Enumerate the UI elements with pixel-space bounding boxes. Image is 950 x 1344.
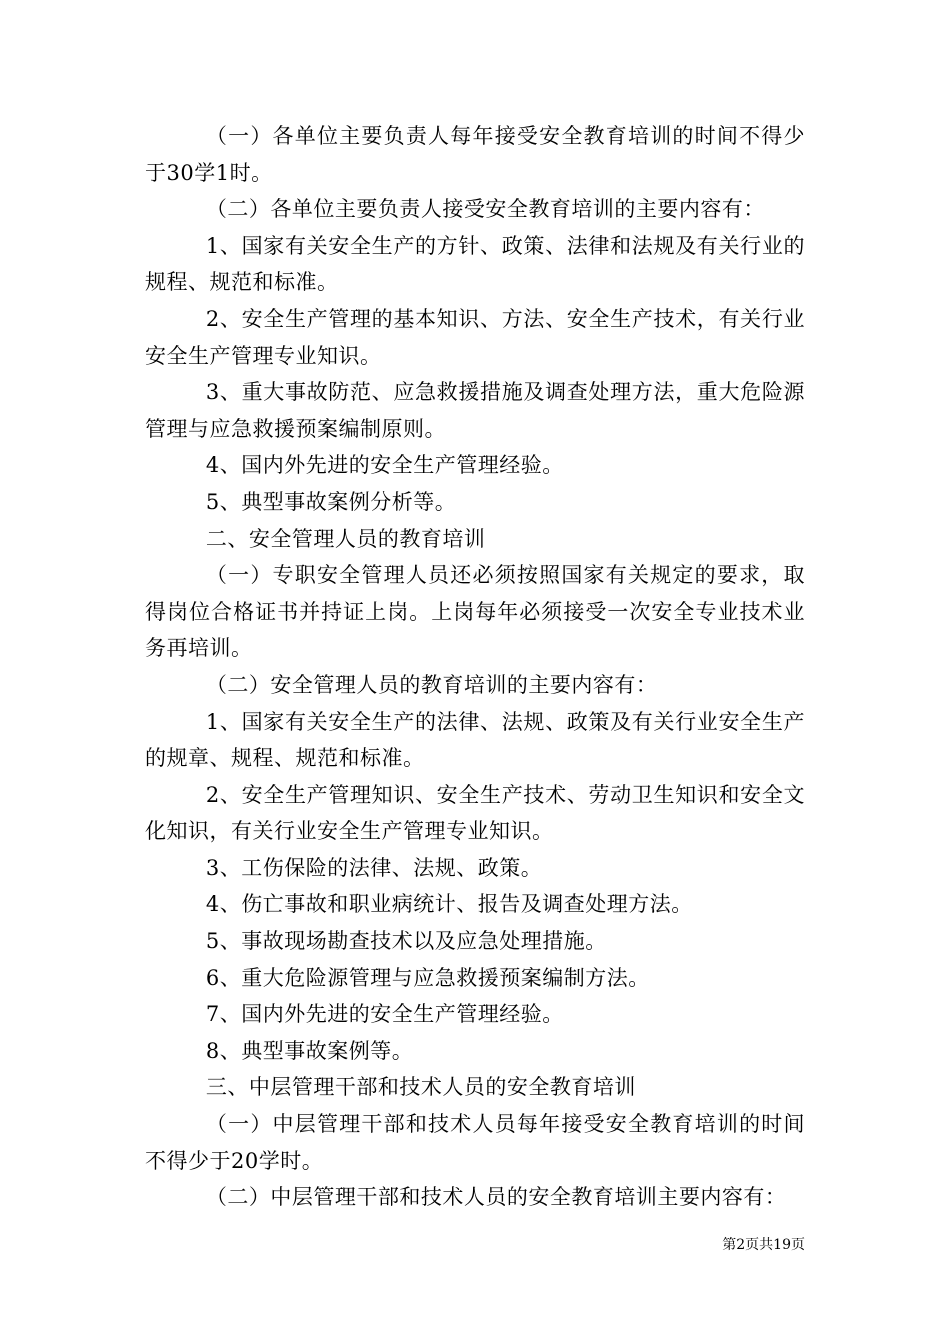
section-heading: 三、中层管理干部和技术人员的安全教育培训 <box>205 1075 636 1100</box>
paragraph: 7、国内外先进的安全生产管理经验。 <box>205 1002 564 1027</box>
paragraph: 6、重大危险源管理与应急救援预案编制方法。 <box>205 965 650 990</box>
page-number: 第2页共19页 <box>722 1237 805 1253</box>
paragraph: 5、事故现场勘查技术以及应急处理措施。 <box>205 929 607 954</box>
paragraph: 3、重大事故防范、应急救援措施及调查处理方法，重大危险源管理与应急救援预案编制原则。 <box>145 380 805 441</box>
paragraph: 3、工伤保险的法律、法规、政策。 <box>205 855 543 880</box>
paragraph: 4、伤亡事故和职业病统计、报告及调查处理方法。 <box>205 892 693 917</box>
section-heading: 二、安全管理人员的教育培训 <box>205 526 486 551</box>
paragraph: （一）各单位主要负责人每年接受安全教育培训的时间不得少于30学1时。 <box>145 124 805 185</box>
document-body <box>145 118 805 1216</box>
paragraph: 1、国家有关安全生产的法律、法规、政策及有关行业安全生产的规章、规程、规范和标准。 <box>145 709 805 771</box>
paragraph: 4、国内外先进的安全生产管理经验。 <box>205 453 564 478</box>
paragraph: 2、安全生产管理知识、安全生产技术、劳动卫生知识和安全文化知识，有关行业安全生产管理专业知识。 <box>145 782 805 844</box>
paragraph: （二）安全管理人员的教育培训的主要内容有： <box>205 672 658 697</box>
paragraph: 2、安全生产管理的基本知识、方法、安全生产技术，有关行业安全生产管理专业知识。 <box>145 306 805 368</box>
paragraph: 5、典型事故案例分析等。 <box>205 489 457 514</box>
paragraph: （二）各单位主要负责人接受安全教育培训的主要内容有： <box>205 197 765 222</box>
paragraph: （一）中层管理干部和技术人员每年接受安全教育培训的时间不得少于20学时。 <box>145 1112 805 1173</box>
paragraph: （二）中层管理干部和技术人员的安全教育培训主要内容有： <box>205 1185 787 1210</box>
paragraph: 8、典型事故案例等。 <box>205 1038 414 1063</box>
paragraph: （一）专职安全管理人员还必须按照国家有关规定的要求，取得岗位合格证书并持证上岗。上岗每年必须接受一次安全专业技术业务再培训。 <box>145 563 805 661</box>
paragraph: 1、国家有关安全生产的方针、政策、法律和法规及有关行业的规程、规范和标准。 <box>145 233 805 295</box>
